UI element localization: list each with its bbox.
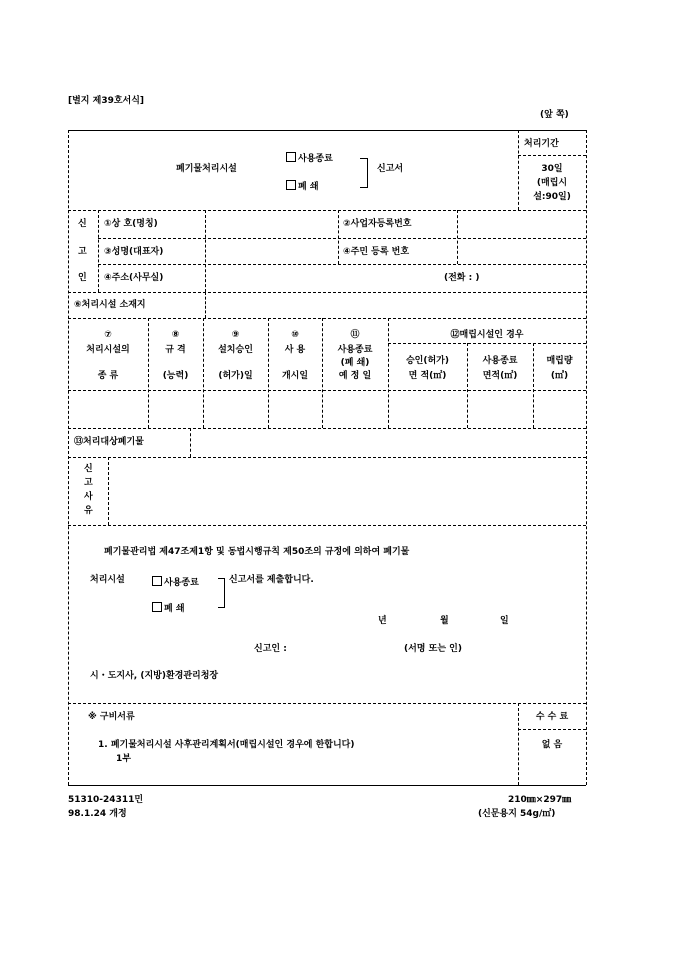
frame-right	[586, 130, 587, 785]
field-label: ②사업자등록번호	[343, 219, 412, 229]
divider	[533, 343, 534, 428]
divider	[205, 292, 206, 318]
location-label: ⑥처리시설 소재지	[74, 300, 146, 310]
phone-field: (전화 : )	[444, 273, 480, 283]
divider	[68, 318, 586, 319]
divider	[98, 210, 99, 292]
reason-label: 고	[84, 478, 93, 488]
divider	[68, 525, 586, 526]
form-number: [별지 제39호서식]	[68, 96, 145, 106]
divider	[98, 264, 586, 265]
col-number: ⑦	[104, 330, 112, 340]
col-header: 종 류	[97, 371, 119, 381]
col-header: (폐 쇄)	[340, 358, 370, 368]
checkbox[interactable]	[152, 576, 162, 586]
col-number: ⑧	[171, 330, 180, 340]
divider	[98, 238, 586, 239]
field-label: ③성명(대표자)	[104, 247, 164, 257]
footer-date: 98.1.24 개정	[68, 809, 127, 819]
footer-paper: (신문용지 54g/㎡)	[478, 809, 556, 819]
col-header: 면 적(㎡)	[408, 371, 447, 381]
waste-label: ⑬처리대상폐기물	[74, 437, 144, 447]
divider	[205, 210, 206, 292]
col-header: 사 용	[284, 345, 306, 355]
date-day: 일	[500, 616, 509, 626]
col-header: 사용종료	[482, 356, 518, 366]
divider	[68, 210, 586, 211]
col-header: 사용종료	[337, 345, 373, 355]
fee-value: 없 음	[541, 740, 563, 750]
col-group-header: ⑫매립시설인 경우	[450, 330, 524, 340]
col-number: ⑨	[231, 330, 240, 340]
date-month: 월	[440, 616, 449, 626]
divider	[108, 457, 109, 525]
title-suffix: 신고서	[377, 164, 404, 174]
divider	[518, 130, 519, 210]
declaration-text: 처리시설	[90, 575, 125, 585]
col-number: ⑪	[350, 330, 360, 340]
reason-label: 유	[84, 506, 93, 516]
divider	[467, 343, 468, 428]
col-header: 처리시설의	[86, 345, 130, 355]
recipient: 시・도지사, (지방)환경관리청장	[90, 671, 219, 681]
side-label: 고	[78, 247, 87, 257]
processing-days: 30일	[541, 164, 563, 174]
divider	[68, 390, 586, 391]
processing-landfill-days: 설:90일)	[533, 192, 571, 202]
side-label: 신	[78, 219, 87, 229]
date-year: 년	[378, 616, 387, 626]
col-header: (㎥)	[550, 371, 569, 381]
checkbox[interactable]	[152, 602, 162, 612]
col-header: 승인(허가)	[405, 356, 449, 366]
docs-item-count: 1부	[116, 754, 131, 764]
divider	[190, 428, 191, 457]
divider	[518, 729, 586, 730]
declaration-text: 폐기물관리법 제47조제1항 및 동법시행규칙 제50조의 규정에 의하여 폐기물	[104, 547, 410, 557]
col-header: 면적(㎡)	[482, 371, 518, 381]
option-closure: 사용종료	[152, 576, 199, 588]
processing-label: 처리기간	[524, 139, 559, 149]
docs-title: ※ 구비서류	[88, 712, 135, 722]
field-label: ①상 호(명칭)	[104, 219, 158, 229]
field-label: ④주소(사무실)	[104, 273, 164, 283]
footer-size: 210㎜×297㎜	[508, 795, 572, 805]
option-closure: 사용종료	[286, 152, 333, 164]
option-shutdown: 폐 쇄	[152, 602, 185, 614]
footer-code: 51310-24311민	[68, 795, 144, 805]
divider	[68, 457, 586, 458]
frame-top	[68, 130, 586, 131]
reason-label: 신	[84, 464, 93, 474]
divider	[518, 155, 586, 156]
divider	[388, 343, 586, 344]
option-shutdown: 폐 쇄	[286, 180, 319, 192]
frame-bottom	[68, 785, 586, 786]
field-label: ④주민 등록 번호	[343, 247, 410, 257]
reason-label: 사	[84, 492, 93, 502]
col-header: 개시일	[281, 371, 309, 381]
side-label: 인	[78, 273, 87, 283]
divider	[457, 210, 458, 264]
col-header: 매립량	[546, 356, 573, 366]
applicant-label: 신고인 :	[254, 644, 287, 654]
divider	[68, 428, 586, 429]
divider	[338, 210, 339, 264]
col-header: 설치승인	[218, 345, 253, 355]
fee-label: 수 수 료	[535, 712, 569, 722]
docs-item: 1. 폐기물처리시설 사후관리계획서(매립시설인 경우에 한합니다)	[98, 740, 355, 750]
col-header: 규 격	[165, 345, 186, 355]
divider	[68, 703, 586, 704]
processing-landfill: (매립시	[536, 178, 568, 188]
col-header: (허가)일	[218, 371, 253, 381]
divider	[68, 292, 586, 293]
col-header: (능력)	[162, 371, 189, 381]
checkbox[interactable]	[286, 180, 296, 190]
col-number: ⑩	[291, 330, 299, 340]
col-header: 예 정 일	[338, 371, 372, 381]
page-side: (앞 쪽)	[540, 110, 569, 120]
bracket	[360, 158, 368, 188]
form-title: 폐기물처리시설	[176, 164, 237, 174]
declaration-text: 신고서를 제출합니다.	[229, 575, 314, 585]
bracket	[218, 578, 225, 608]
checkbox[interactable]	[286, 152, 296, 162]
signature-label: (서명 또는 인)	[404, 644, 462, 654]
